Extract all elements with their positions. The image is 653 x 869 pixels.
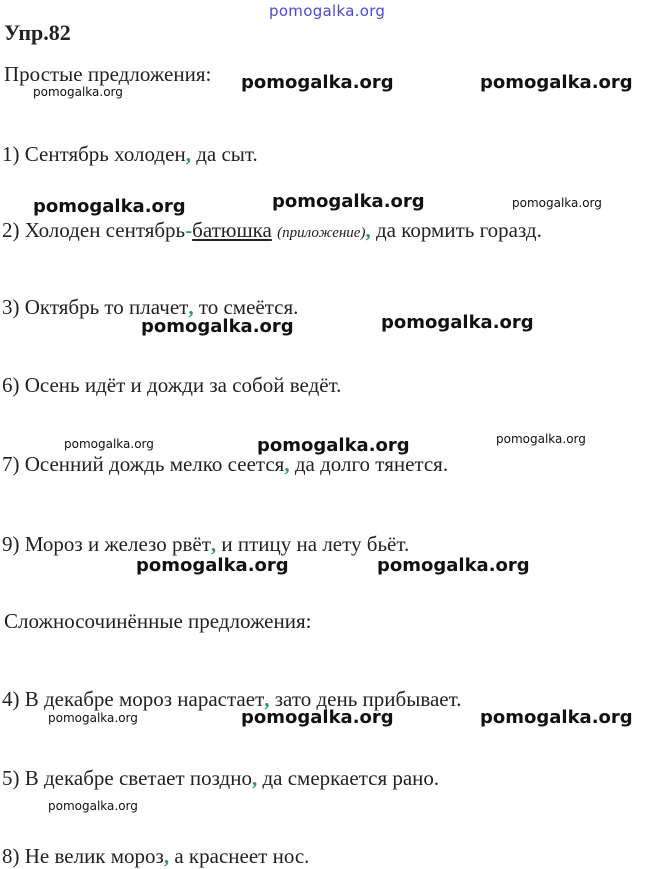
comma-mark: , bbox=[185, 142, 191, 166]
watermark: pomogalka.org bbox=[381, 312, 534, 333]
comma-mark: , bbox=[284, 452, 290, 476]
sentence-9 bbox=[2, 532, 409, 557]
watermark: pomogalka.org bbox=[141, 316, 294, 337]
sentence-1 bbox=[2, 142, 258, 167]
sentence-text: 5) В декабре светает поздно bbox=[2, 766, 252, 790]
sentence-2 bbox=[2, 218, 542, 243]
section-compound-heading: Сложносочинённые предложения: bbox=[4, 609, 312, 633]
sentence-text: 4) В декабре мороз нарастает bbox=[2, 687, 265, 711]
sentence-7 bbox=[2, 452, 448, 477]
comma-mark: , bbox=[210, 532, 217, 556]
comma-mark: , bbox=[251, 766, 258, 790]
watermark-top: pomogalka.org bbox=[269, 2, 386, 20]
apposition-note: (приложение) bbox=[277, 225, 366, 241]
watermark: pomogalka.org bbox=[33, 196, 186, 217]
watermark: pomogalka.org bbox=[241, 72, 394, 93]
watermark: pomogalka.org bbox=[480, 72, 633, 93]
sentence-text: 1) Сентябрь холоден bbox=[2, 142, 186, 166]
section-simple-heading: Простые предложения: bbox=[4, 62, 212, 86]
watermark: pomogalka.org bbox=[241, 707, 394, 728]
watermark: pomogalka.org bbox=[64, 437, 154, 451]
watermark: pomogalka.org bbox=[512, 196, 602, 210]
watermark: pomogalka.org bbox=[48, 799, 138, 813]
exercise-title: Упр.82 bbox=[4, 20, 71, 45]
sentence-6: 6) Осень идёт и дожди за собой ведёт. bbox=[2, 373, 342, 397]
watermark: pomogalka.org bbox=[377, 555, 530, 576]
comma-mark: , bbox=[264, 687, 270, 711]
sentence-text: 9) Мороз и железо рвёт bbox=[2, 532, 211, 556]
comma-mark: , bbox=[163, 844, 170, 868]
watermark: pomogalka.org bbox=[496, 432, 586, 446]
sentence-8 bbox=[2, 844, 309, 869]
apposition-word: батюшка bbox=[192, 218, 272, 242]
sentence-text: да кормить горазд. bbox=[370, 218, 542, 242]
sentence-text: 7) Осенний дождь мелко сеется bbox=[2, 452, 285, 476]
watermark: pomogalka.org bbox=[272, 191, 425, 212]
sentence-text: да сыт. bbox=[190, 142, 258, 166]
sentence-text: 3) Октябрь то плачет bbox=[2, 295, 189, 319]
watermark: pomogalka.org bbox=[257, 435, 410, 456]
comma-mark: , bbox=[365, 218, 371, 242]
sentence-5 bbox=[2, 766, 439, 791]
sentence-text: и птицу на лету бьёт. bbox=[216, 532, 410, 556]
sentence-text: да долго тянется. bbox=[289, 452, 449, 476]
watermark: pomogalka.org bbox=[48, 711, 138, 725]
sentence-text: 2) Холоден сентябрь bbox=[2, 218, 186, 242]
comma-mark: , bbox=[188, 295, 194, 319]
sentence-text: а краснеет нос. bbox=[169, 844, 310, 868]
sentence-text: да смеркается рано. bbox=[257, 766, 440, 790]
watermark: pomogalka.org bbox=[33, 85, 123, 99]
watermark: pomogalka.org bbox=[480, 707, 633, 728]
sentence-text: то смеётся. bbox=[193, 295, 299, 319]
hyphen-mark: - bbox=[185, 218, 193, 242]
sentence-text: 8) Не велик мороз bbox=[2, 844, 164, 868]
sentence-text: зато день прибывает. bbox=[269, 687, 462, 711]
watermark: pomogalka.org bbox=[136, 555, 289, 576]
